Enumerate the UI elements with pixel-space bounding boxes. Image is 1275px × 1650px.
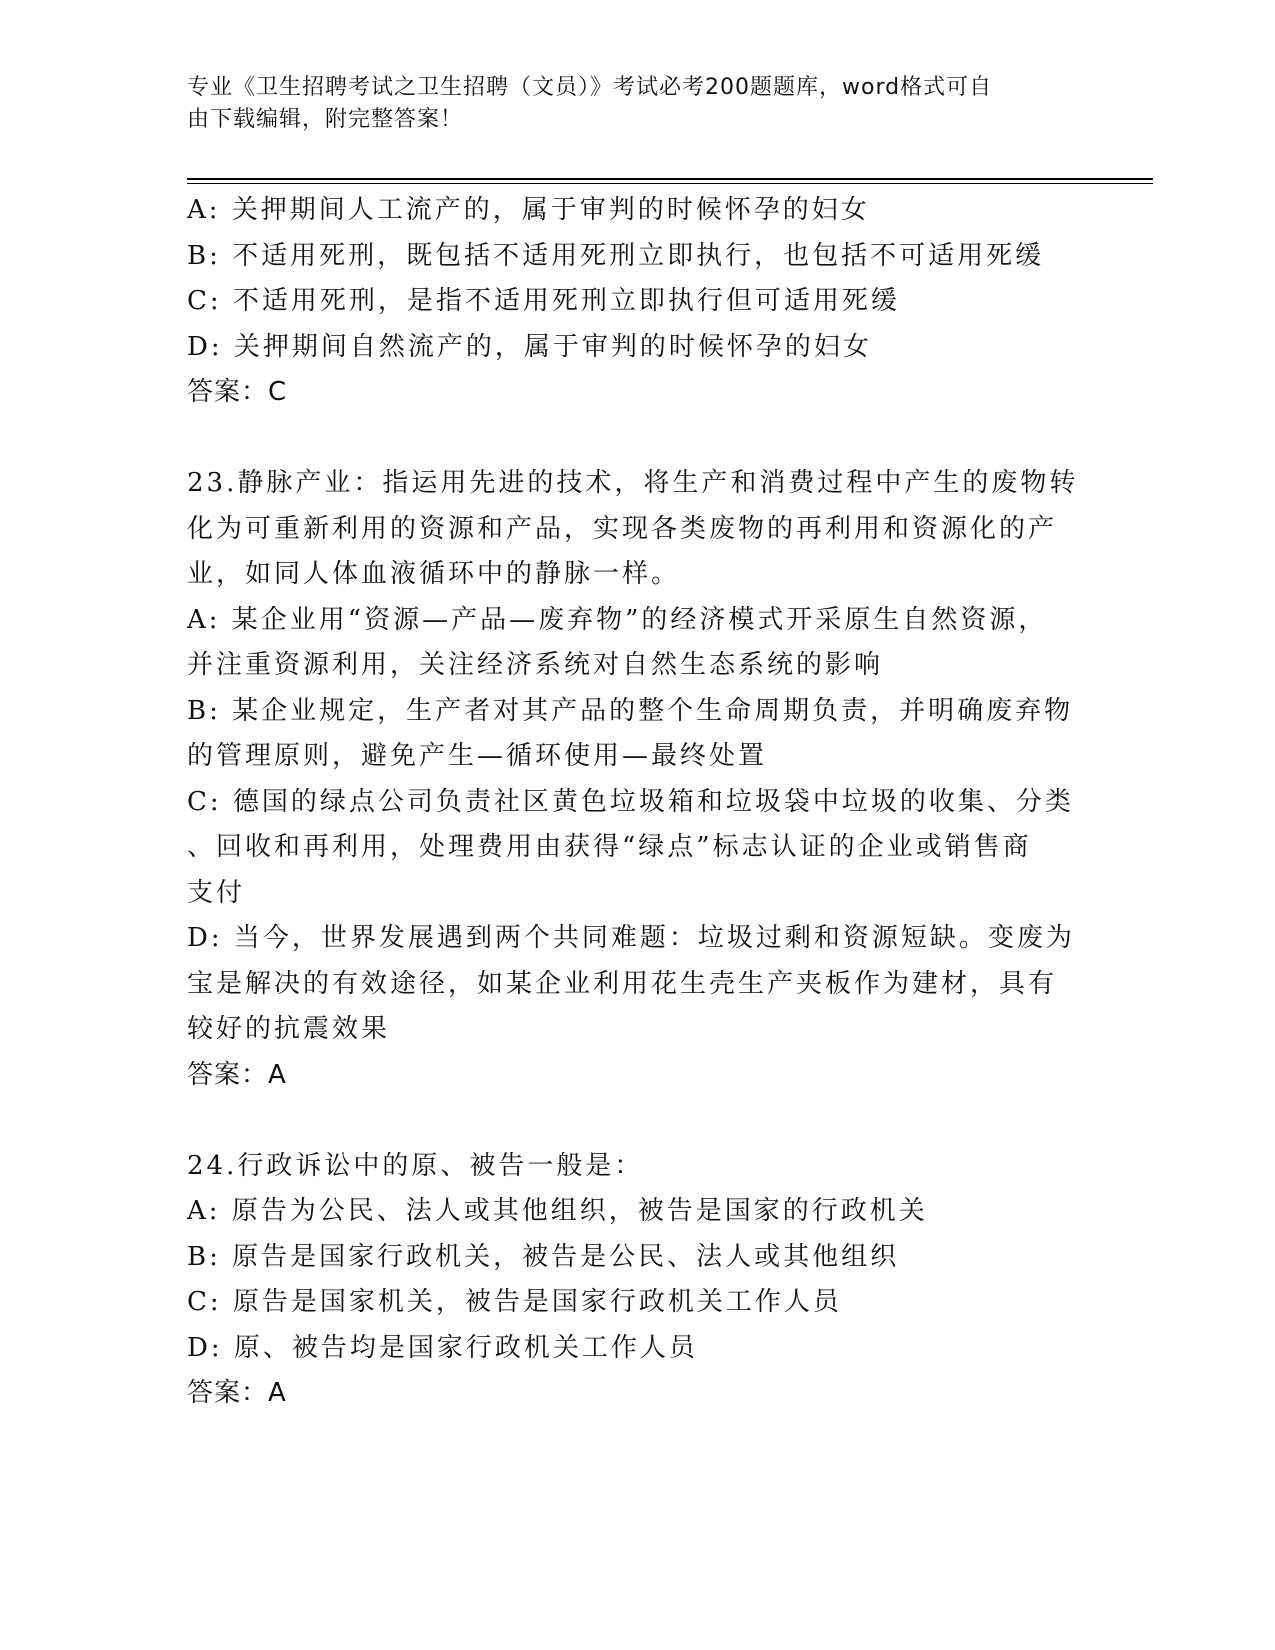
option-c: C: 德国的绿点公司负责社区黄色垃圾箱和垃圾袋中垃圾的收集、分类 bbox=[187, 786, 1074, 817]
option-a-cont: 并注重资源利用，关注经济系统对自然生态系统的影响 bbox=[187, 650, 884, 680]
question-23 bbox=[187, 461, 1087, 1098]
question-stem-line: 业，如同人体血液循环中的静脉一样。 bbox=[187, 559, 681, 589]
option-c-cont: 支付 bbox=[187, 877, 246, 908]
option-d: D: 关押期间自然流产的，属于审判的时候怀孕的妇女 bbox=[187, 331, 872, 362]
question-stem-line: 化为可重新利用的资源和产品，实现各类废物的再利用和资源化的产 bbox=[187, 513, 1058, 544]
question-stem-line: 24.行政诉讼中的原、被告一般是： bbox=[187, 1150, 644, 1181]
option-d: D: 当今，世界发展遇到两个共同难题：垃圾过剩和资源短缺。变废为 bbox=[187, 923, 1075, 953]
spacer bbox=[187, 416, 1087, 462]
header-divider-thin bbox=[187, 183, 1153, 184]
question-22 bbox=[187, 188, 1087, 416]
option-c: C: 原告是国家机关，被告是国家行政机关工作人员 bbox=[187, 1287, 842, 1317]
question-stem-line: 23.静脉产业：指运用先进的技术，将生产和消费过程中产生的废物转 bbox=[187, 468, 1079, 498]
option-a: A: 某企业用“资源—产品—废弃物”的经济模式开采原生自然资源， bbox=[187, 604, 1048, 635]
option-a: A: 原告为公民、法人或其他组织，被告是国家的行政机关 bbox=[187, 1196, 928, 1226]
option-b: B: 某企业规定，生产者对其产品的整个生命周期负责，并明确废弃物 bbox=[187, 695, 1074, 726]
answer-line: 答案：A bbox=[187, 1059, 287, 1090]
option-c-cont: 、回收和再利用，处理费用由获得“绿点”标志认证的企业或销售商 bbox=[187, 832, 1032, 862]
option-b: B: 不适用死刑，既包括不适用死刑立即执行，也包括不可适用死缓 bbox=[187, 240, 1045, 271]
option-d-cont: 较好的抗震效果 bbox=[187, 1014, 391, 1044]
option-a: A: 关押期间人工流产的，属于审判的时候怀孕的妇女 bbox=[187, 195, 870, 225]
option-d-cont: 宝是解决的有效途径，如某企业利用花生壳生产夹板作为建材，具有 bbox=[187, 968, 1058, 999]
header-divider-thick bbox=[187, 178, 1153, 180]
option-b-cont: 的管理原则，避免产生—循环使用—最终处置 bbox=[187, 741, 768, 771]
answer-line: 答案：A bbox=[187, 1378, 287, 1408]
option-d: D: 原、被告均是国家行政机关工作人员 bbox=[187, 1332, 698, 1363]
option-c: C: 不适用死刑，是指不适用死刑立即执行但可适用死缓 bbox=[187, 286, 900, 316]
spacer bbox=[187, 1098, 1087, 1144]
document-header bbox=[187, 72, 1067, 136]
header-line: 专业《卫生招聘考试之卫生招聘（文员）》考试必考200题题库，word格式可自 bbox=[187, 75, 993, 100]
option-b: B: 原告是国家行政机关，被告是公民、法人或其他组织 bbox=[187, 1241, 900, 1272]
header-line: 由下载编辑，附完整答案！ bbox=[187, 107, 464, 132]
answer-line: 答案：C bbox=[187, 377, 288, 407]
question-content bbox=[187, 188, 1087, 1417]
question-24 bbox=[187, 1144, 1087, 1417]
